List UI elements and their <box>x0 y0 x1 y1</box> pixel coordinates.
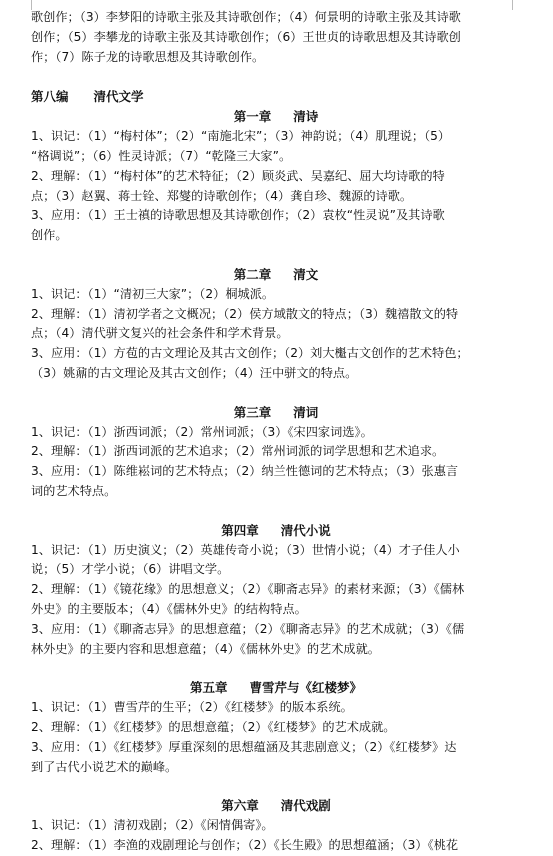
text-line: 2、理解：（1）《镜花缘》的思想意义；（2）《聊斋志异》的素材来源；（3）《儒林 <box>31 582 465 597</box>
text-line: （3）姚鼐的古文理论及其古文创作；（4）汪中骈文的特点。 <box>31 365 358 380</box>
chapter-number: 第三章 <box>233 404 272 420</box>
text-line: “格调说”；（6）性灵诗派；（7）“乾隆三大家”。 <box>31 148 292 163</box>
chapter-title <box>31 265 521 285</box>
text-line: 3、应用：（1）陈维崧词的艺术特点；（2）纳兰性德词的艺术特点；（3）张惠言 <box>31 464 459 479</box>
chapter-body <box>31 423 521 502</box>
chapter-title <box>31 107 521 127</box>
text-line: 1、识记：（1）“梅村体”；（2）“南施北宋”；（3）神韵说；（4）肌理说；（5） <box>31 129 451 144</box>
chapter-title <box>31 796 521 816</box>
chapter-name: 清文 <box>293 266 319 282</box>
text-line: 2、理解：（1）李渔的戏剧理论与创作；（2）《长生殿》的思想蕴涵；（3）《桃花 <box>31 837 459 852</box>
text-line: 词的艺术特点。 <box>31 483 117 498</box>
text-line: 3、应用：（1）方苞的古文理论及其古文创作；（2）刘大櫆古文创作的艺术特色； <box>31 346 469 361</box>
text-line: 林外史》的主要内容和思想意蕴；（4）《儒林外史》的艺术成就。 <box>31 641 380 656</box>
text-line: 点；（3）赵翼、蒋士铨、郑燮的诗歌创作；（4）龚自珍、魏源的诗歌。 <box>31 188 413 203</box>
text-line: 1、识记：（1）“清初三大家”；（2）桐城派。 <box>31 286 275 301</box>
chapter-number: 第一章 <box>233 109 272 125</box>
chapter-body <box>31 127 521 246</box>
chapter-number: 第五章 <box>189 680 228 696</box>
text-line: 2、理解：（1）清初学者之文概况；（2）侯方域散文的特点；（3）魏禧散文的特 <box>31 306 459 321</box>
text-line: 说；（5）才学小说；（6）讲唱文学。 <box>31 562 230 577</box>
text-line: 3、应用：（1）王士禛的诗歌思想及其诗歌创作；（2）袁枚“性灵说”及其诗歌 <box>31 208 445 223</box>
text-line: 歌创作；（3）李梦阳的诗歌主张及其诗歌创作；（4）何景明的诗歌主张及其诗歌 <box>31 10 461 24</box>
chapter-name: 清词 <box>293 404 319 420</box>
text-line: 1、识记：（1）清初戏剧；（2）《闲情偶寄》。 <box>31 818 274 833</box>
text-line: 2、理解：（1）“梅村体”的艺术特征；（2）顾炎武、吴嘉纪、屈大均诗歌的特 <box>31 168 445 183</box>
chapter-name: 清代戏剧 <box>280 798 331 814</box>
text-line: 点；（4）清代骈文复兴的社会条件和学术背景。 <box>31 326 289 341</box>
text-line: 1、识记：（1）历史演义；（2）英雄传奇小说；（3）世情小说；（4）才子佳人小 <box>31 542 460 557</box>
chapter-title <box>31 403 521 423</box>
chapter-number: 第四章 <box>221 522 259 538</box>
text-line: 到了古代小说艺术的巅峰。 <box>31 759 178 774</box>
document-body <box>31 8 521 856</box>
chapter-name: 清代小说 <box>280 522 331 538</box>
chapter-number: 第二章 <box>233 266 272 282</box>
chapter-name: 清诗 <box>293 109 319 125</box>
chapter-body <box>31 698 521 777</box>
text-line: 2、理解：（1）浙西词派的艺术追求；（2）常州词派的词学思想和艺术追求。 <box>31 444 445 459</box>
text-line: 创作。 <box>31 228 68 243</box>
text-line: 1、识记：（1）曹雪芹的生平；（2）《红楼梦》的版本系统。 <box>31 700 353 715</box>
text-line: 创作；（5）李攀龙的诗歌主张及其诗歌创作；（6）王世贞的诗歌思想及其诗歌创 <box>31 29 461 44</box>
chapter-body <box>31 816 521 856</box>
text-line: 作；（7）陈子龙的诗歌思想及其诗歌创作。 <box>31 49 265 64</box>
text-line: 外史》的主要版本；（4）《儒林外史》的结构特点。 <box>31 601 307 616</box>
part-title: 第八编 清代文学 <box>31 89 144 105</box>
chapter-body <box>31 285 521 384</box>
intro-paragraph <box>31 8 521 67</box>
text-line: 2、理解：（1）《红楼梦》的思想意蕴；（2）《红楼梦》的艺术成就。 <box>31 719 396 734</box>
text-line: 3、应用：（1）《红楼梦》厚重深刻的思想蕴涵及其悲剧意义；（2）《红楼梦》达 <box>31 739 457 754</box>
chapter-title <box>31 678 521 698</box>
chapter-body <box>31 541 521 660</box>
chapter-name: 曹雪芹与《红楼梦》 <box>249 680 363 696</box>
text-line: 3、应用：（1）《聊斋志异》的思想意蕴；（2）《聊斋志异》的艺术成就；（3）《儒 <box>31 621 465 636</box>
chapter-number: 第六章 <box>221 798 259 814</box>
text-line: 1、识记：（1）浙西词派；（2）常州词派；（3）《宋四家词选》。 <box>31 424 373 439</box>
chapter-title <box>31 521 521 541</box>
